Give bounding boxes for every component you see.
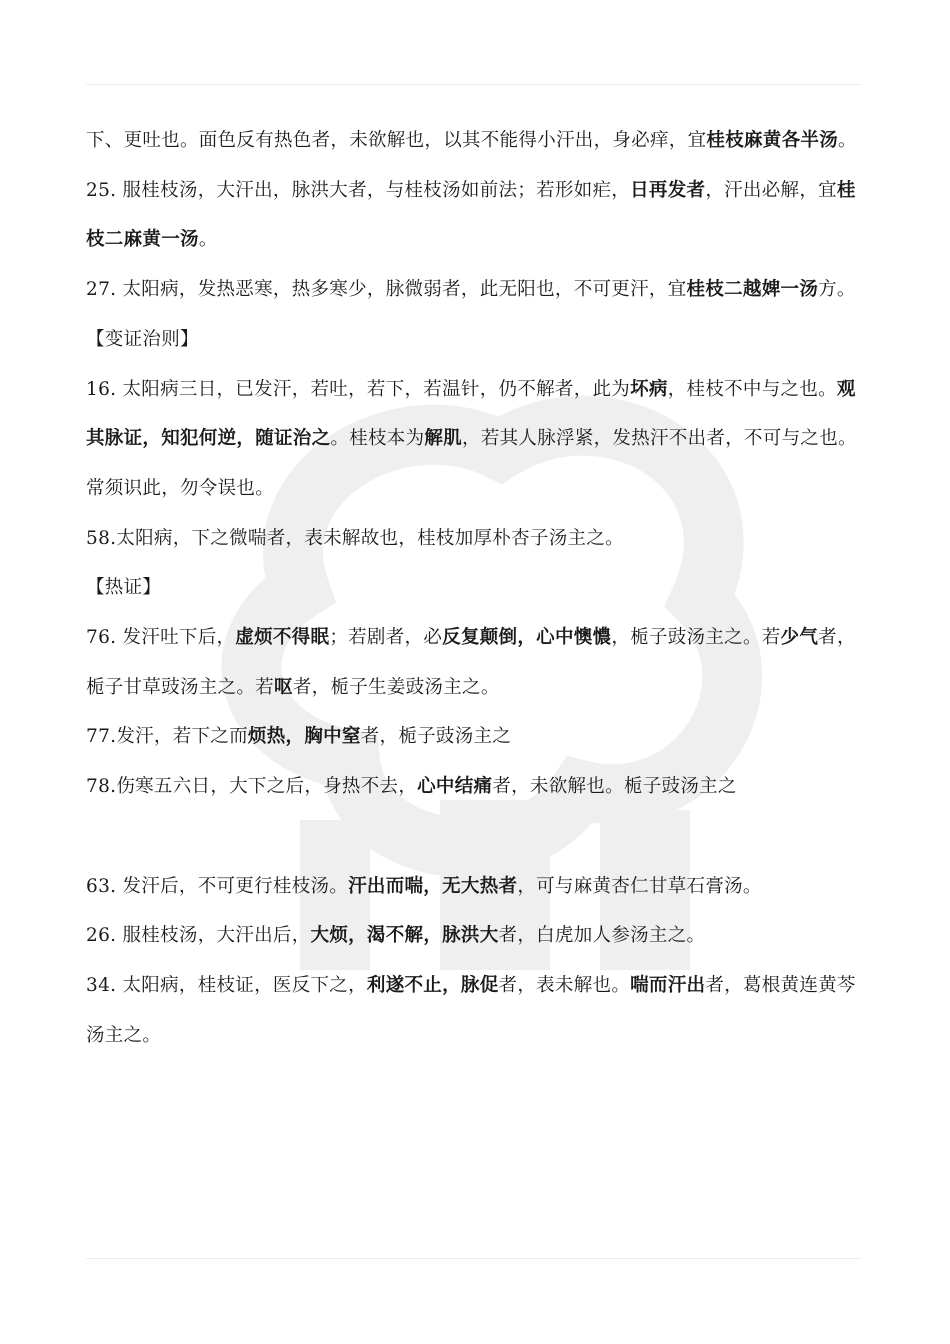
text-segment: 方。 xyxy=(818,279,856,301)
section-heading xyxy=(86,315,864,365)
text-segment: 77.发汗，若下之而 xyxy=(86,726,248,748)
text-segment: 【变证治则】 xyxy=(86,328,199,350)
document-body xyxy=(86,116,864,1060)
emphasis-text: 虚烦不得眠 xyxy=(235,627,330,649)
text-segment: 者，未欲解也。栀子豉汤主之 xyxy=(492,776,737,798)
clause-paragraph xyxy=(86,365,864,514)
text-segment: 下、更吐也。面色反有热色者，未欲解也，以其不能得小汗出，身必痒，宜 xyxy=(86,130,707,151)
clause-paragraph xyxy=(86,911,864,961)
text-segment: 26. 服桂枝汤，大汗出后， xyxy=(86,925,311,947)
footer-rule xyxy=(86,1258,862,1259)
emphasis-text: 心中结痛 xyxy=(417,776,493,798)
emphasis-text: 呕 xyxy=(274,676,293,698)
text-segment: 者，白虎加人参汤主之。 xyxy=(498,925,706,947)
text-segment: 【热证】 xyxy=(86,577,162,599)
text-segment: 78.伤寒五六日，大下之后，身热不去， xyxy=(86,776,418,798)
clause-paragraph xyxy=(86,116,864,166)
text-segment: ，汗出必解，宜 xyxy=(705,179,837,201)
clause-paragraph xyxy=(86,166,864,265)
emphasis-text: 桂枝麻黄各半汤 xyxy=(706,130,839,151)
section-heading xyxy=(86,563,864,613)
text-segment: 。 xyxy=(198,229,218,251)
header-rule xyxy=(86,84,862,85)
text-segment: 34. 太阳病，桂枝证，医反下之， xyxy=(86,974,367,996)
text-segment: ，可与麻黄杏仁甘草石膏汤。 xyxy=(517,875,762,897)
text-segment: 者，栀子豉汤主之 xyxy=(360,726,512,748)
text-segment: 63. 发汗后，不可更行桂枝汤。 xyxy=(86,875,349,897)
text-segment: 76. 发汗吐下后， xyxy=(86,627,236,649)
emphasis-text: 大烦，渴不解，脉洪大 xyxy=(310,925,499,947)
text-segment: ；若剧者，必 xyxy=(329,627,443,649)
emphasis-text: 日再发者 xyxy=(630,179,706,201)
text-segment: 者，栀子甘草豉汤主之。若 xyxy=(86,627,856,698)
emphasis-text: 喘而汗出 xyxy=(630,974,706,996)
paragraph-gap xyxy=(86,812,864,862)
clause-paragraph xyxy=(86,961,864,1060)
clause-paragraph xyxy=(86,762,864,812)
text-segment: ，栀子豉汤主之。若 xyxy=(611,627,781,649)
text-segment: 27. 太阳病，发热恶寒，热多寒少，脉微弱者，此无阳也，不可更汗，宜 xyxy=(86,279,687,301)
text-segment: 。 xyxy=(838,130,857,151)
emphasis-text: 少气 xyxy=(780,627,819,649)
text-segment: 25. 服桂枝汤，大汗出，脉洪大者，与桂枝汤如前法；若形如疟， xyxy=(86,179,631,201)
text-segment: 者，葛根黄连黄芩汤主之。 xyxy=(86,974,856,1046)
emphasis-text: 解肌 xyxy=(424,428,463,450)
emphasis-text: 烦热，胸中窒 xyxy=(247,726,361,748)
text-segment: 16. 太阳病三日，已发汗，若吐，若下，若温针，仍不解者，此为 xyxy=(86,378,631,400)
text-segment: 58.太阳病，下之微喘者，表未解故也，桂枝加厚朴杏子汤主之。 xyxy=(86,527,624,549)
text-segment: ，若其人脉浮紧，发热汗不出者，不可与之也。常须识此，勿令误也。 xyxy=(86,428,857,499)
text-segment: 者，表未解也。 xyxy=(498,974,631,996)
emphasis-text: 坏病 xyxy=(630,378,668,400)
clause-paragraph xyxy=(86,712,864,762)
emphasis-text: 桂枝二越婢一汤 xyxy=(686,279,819,301)
emphasis-text: 利遂不止，脉促 xyxy=(366,974,499,996)
clause-paragraph xyxy=(86,514,864,564)
emphasis-text: 汗出而喘，无大热者 xyxy=(348,875,518,897)
emphasis-text: 反复颠倒，心中懊憹 xyxy=(442,627,612,649)
text-segment: 。桂枝本为 xyxy=(330,428,425,450)
text-segment: 者，栀子生姜豉汤主之。 xyxy=(292,676,500,698)
clause-paragraph xyxy=(86,613,864,712)
text-segment: ，桂枝不中与之也。 xyxy=(667,378,837,400)
clause-paragraph xyxy=(86,862,864,912)
emphasis-text: 桂枝二麻黄一汤 xyxy=(86,179,856,251)
emphasis-text: 观其脉证，知犯何逆，随证治之 xyxy=(86,378,856,450)
clause-paragraph xyxy=(86,265,864,315)
